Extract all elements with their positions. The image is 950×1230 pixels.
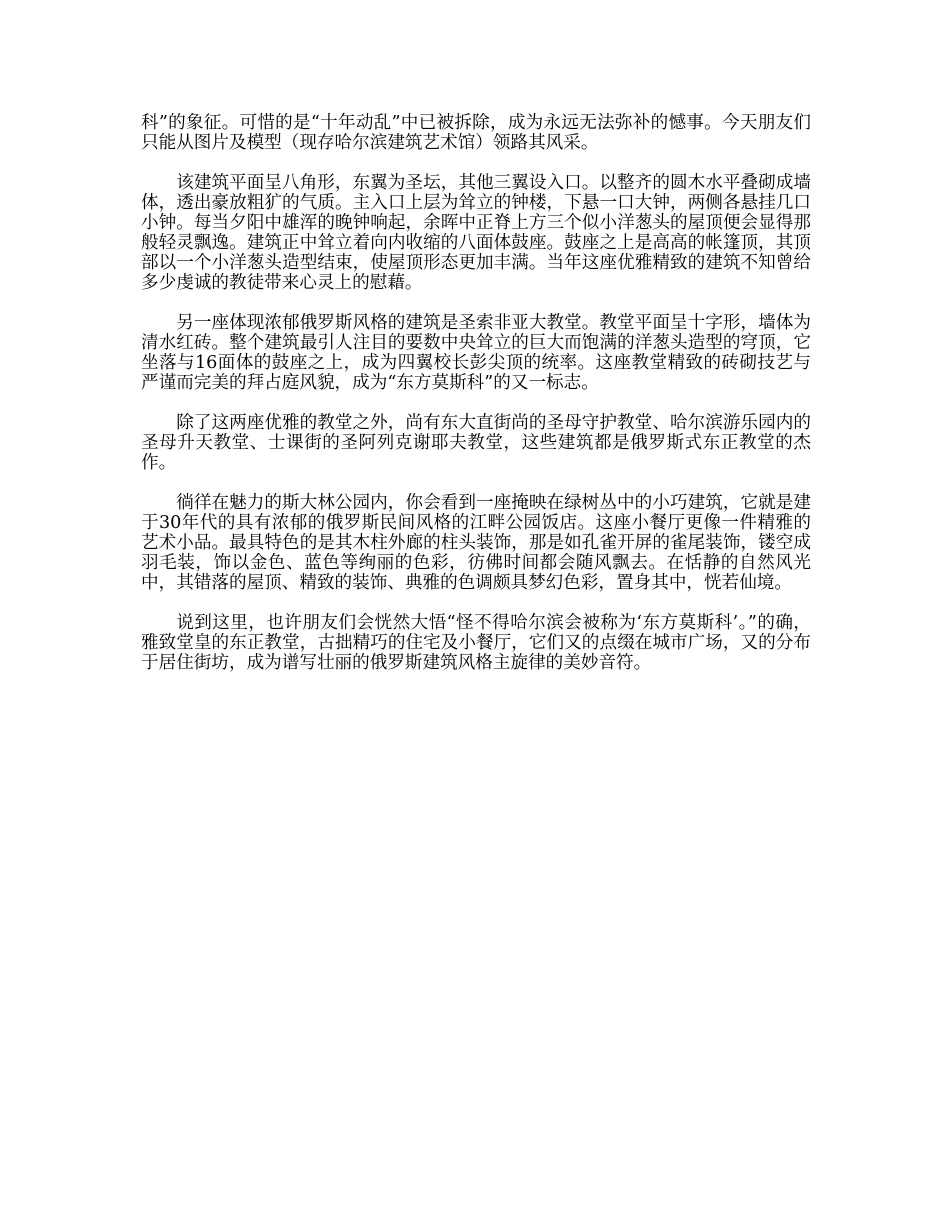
paragraph-3: 另一座体现浓郁俄罗斯风格的建筑是圣索非亚大教堂。教堂平面呈十字形，墙体为清水红砖。整个建筑最引人注目的要数中央耸立的巨大而饱满的洋葱头造型的穹顶，它坐落与16面体的鼓座之上，成为四翼校长彭尖顶的统率。这座教堂精致的砖砌技艺与严谨而完美的拜占庭风貌，成为“东方莫斯科”的又一标志。 xyxy=(141,313,811,393)
paragraph-4: 除了这两座优雅的教堂之外，尚有东大直街尚的圣母守护教堂、哈尔滨游乐园内的圣母升天教堂、士课街的圣阿列克谢耶夫教堂，这些建筑都是俄罗斯式东正教堂的杰作。 xyxy=(141,413,811,473)
paragraph-1: 科”的象征。可惜的是“十年动乱”中已被拆除，成为永远无法弥补的憾事。今天朋友们只能从图片及模型（现存哈尔滨建筑艺术馆）领路其风采。 xyxy=(141,113,811,153)
paragraph-6: 说到这里，也许朋友们会恍然大悟“怪不得哈尔滨会被称为‘东方莫斯科’。”的确，雅致堂皇的东正教堂，古拙精巧的住宅及小餐厅，它们又的点缀在城市广场，又的分布于居住街坊，成为谱写壮丽的俄罗斯建筑风格主旋律的美妙音符。 xyxy=(141,613,811,673)
document-body xyxy=(141,113,811,693)
paragraph-5: 徜徉在魅力的斯大林公园内，你会看到一座掩映在绿树丛中的小巧建筑，它就是建于30年代的具有浓郁的俄罗斯民间风格的江畔公园饭店。这座小餐厅更像一件精雅的艺术小品。最具特色的是其木柱外廊的柱头装饰，那是如孔雀开屏的雀尾装饰，镂空成羽毛装，饰以金色、蓝色等绚丽的色彩，彷佛时间都会随风飘去。在恬静的自然风光中，其错落的屋顶、精致的装饰、典雅的色调颇具梦幻色彩，置身其中，恍若仙境。 xyxy=(141,493,811,593)
paragraph-2: 该建筑平面呈八角形，东翼为圣坛，其他三翼设入口。以整齐的圆木水平叠砌成墙体，透出豪放粗犷的气质。主入口上层为耸立的钟楼，下悬一口大钟，两侧各悬挂几口小钟。每当夕阳中雄浑的晚钟响起，余晖中正脊上方三个似小洋葱头的屋顶便会显得那般轻灵飘逸。建筑正中耸立着向内收缩的八面体鼓座。鼓座之上是高高的帐篷顶，其顶部以一个小洋葱头造型结束，使屋顶形态更加丰满。当年这座优雅精致的建筑不知曾给多少虔诚的教徒带来心灵上的慰藉。 xyxy=(141,173,811,293)
